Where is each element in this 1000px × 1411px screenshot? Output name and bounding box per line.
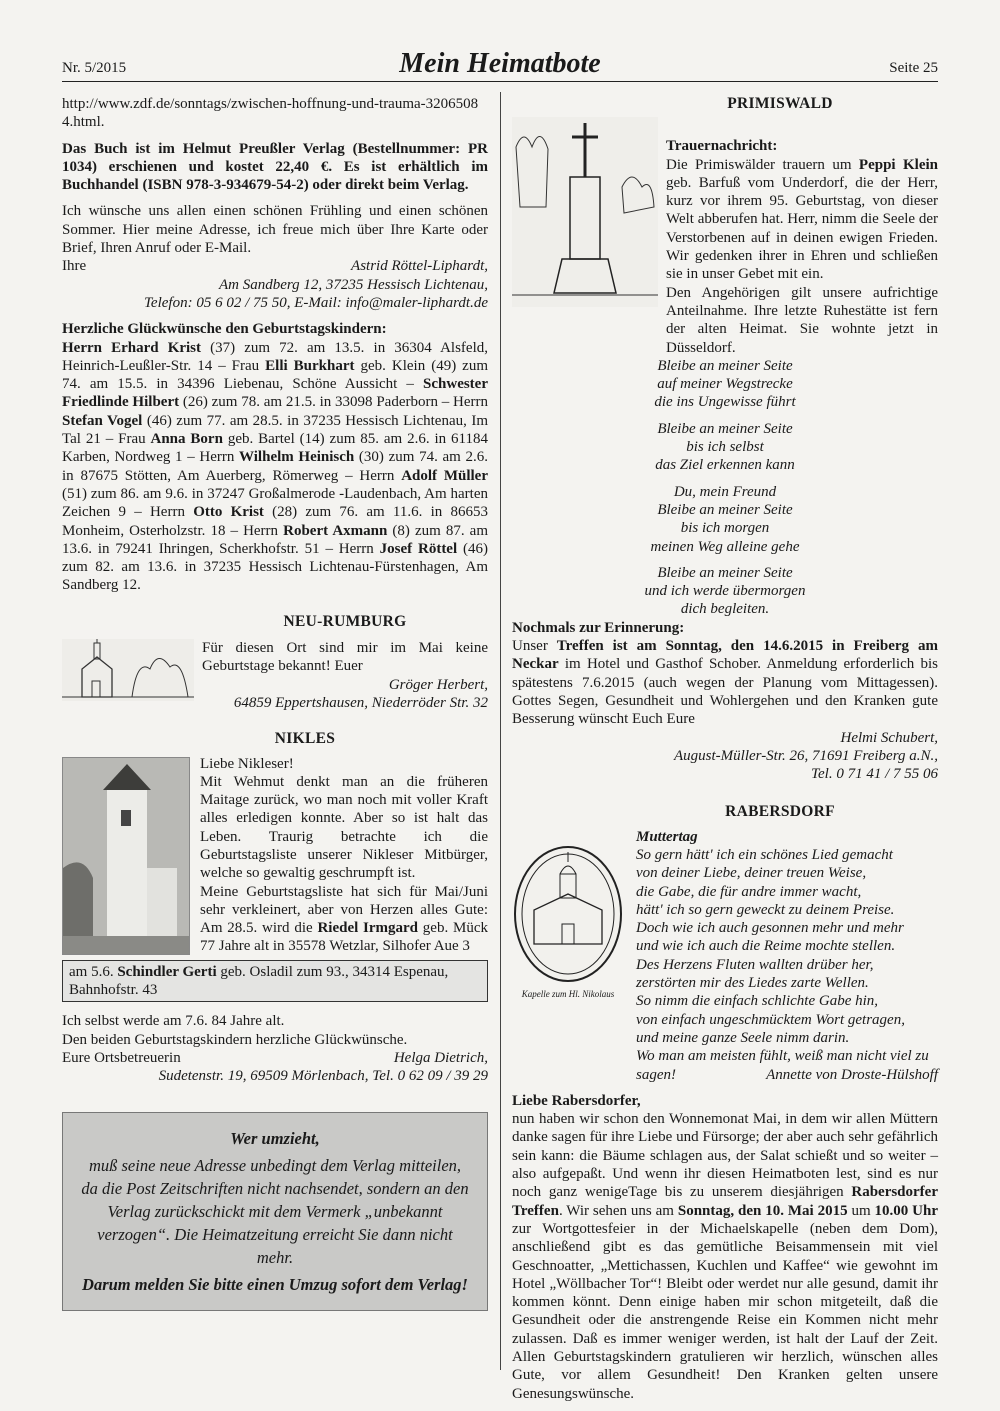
trauer-heading: Trauernachricht: — [666, 138, 778, 155]
masthead-title: Mein Heimatbote — [399, 48, 601, 79]
chapel-caption: Kapelle zum Hl. Nikolaus — [521, 988, 615, 999]
muttertag-line: von einfach ungeschmücktem Wort getragen, — [636, 1011, 905, 1028]
poem-stanza-3 — [512, 483, 938, 556]
rabersdorf-section — [512, 828, 938, 1084]
poem-line: Du, mein Freund — [673, 483, 777, 500]
poem-line: dich begleiten. — [680, 601, 770, 618]
primiswald-title: PRIMISWALD — [727, 95, 833, 112]
muttertag-line: und meine ganze Seele nimm darin. — [636, 1029, 850, 1046]
poem-line: Bleibe an meiner Seite — [657, 420, 793, 437]
issue-number: Nr. 5/2015 — [62, 60, 127, 76]
muttertag-line: hätt' ich so gern geweckt zu deinem Preise. — [636, 901, 895, 918]
muttertag-line: von deiner Liebe, deiner treuen Weise, — [636, 865, 867, 882]
neu-rumburg-image — [62, 613, 202, 712]
neu-rumburg-address: 64859 Eppertshausen, Niederröder Str. 32 — [233, 694, 488, 711]
poem-stanza-4 — [512, 564, 938, 619]
wish-text: Ich wünsche uns allen einen schönen Frühling und einen schönen Sommer. Hier meine Adresse, ich freue mich über Ihre Karte oder Brief, Ihren Anruf oder E-Mail. — [62, 203, 488, 257]
poem-line: Bleibe an meiner Seite — [657, 501, 793, 518]
reminder-sig-name: Helmi Schubert, — [840, 729, 938, 746]
nikles-church-photo — [62, 757, 190, 955]
poem-line: bis ich morgen — [680, 520, 770, 537]
muttertag-line: zerstörten mir des Liedes zarte Wellen. — [636, 975, 869, 992]
nikles-sig-label: Eure Ortsbetreuerin — [62, 1049, 181, 1066]
rabersdorf-text: nun haben wir schon den Wonnemonat Mai, in dem wir allen Müttern danke sagen für ihre Liebe und Fürsorge; der aber auch sehr gefährlich sein kann: die Bäume schlagen aus, der Salat schießt und so weiter – also aufgepaßt. Und wenn ihr diesen Heimatboten lest, sind es nur noch ganz wenigeTage bis zu unserem diesjährigen Rabersdorfer Treffen. Wir sehen uns am Sonntag, den 10. Mai 2015 um 10.00 Uhr zur Wortgottesfeier in der Michaelskapelle (neben dem Dom), anschließend gibt es das gemütliche Beisammensein mit viel Geschnoatter, „Mettichassen, Kuchlen und Kaffee“ wie gewohnt im Hotel „Wöllbacher Tor“! Bleibt oder werdet nur alle gesund, damit ihr kommen könnt. Denn einige haben mir schon mitgeteilt, daß die Gesundheit oder die anstrengende Reise ein Kommen nicht mehr zulassen. Daß es immer weniger werden, ist halt der Lauf der Zeit. Allen Geburtstagskindern gratulieren wir herzlich, wünschen alles Gute, vor allem Gesundheit! Den Kranken gelten unsere Genesungswünsche. — [512, 1111, 938, 1402]
muttertag-line: die Gabe, die für andre immer wacht, — [636, 883, 862, 900]
trauer-text: Die Primiswälder trauern um Peppi Klein geb. Barfuß vom Underdorf, die der Herr, kurz vor ihrem 95. Geburtstag, von dieser Welt abberufen hat. Herr, nimm die Seele der Verstorbenen auf in deinen ewigen Frieden. Wir gedenken ihrer in Ehren und schließen sie in unser Gebet mit ein. — [666, 156, 938, 283]
ihre-label: Ihre — [62, 258, 87, 275]
muttertag-line: So gern hätt' ich ein schönes Lied gemacht — [636, 846, 893, 863]
book-info: Das Buch ist im Helmut Preußler Verlag (Bestellnummer: PR 1034) erschienen und kostet 22,40 €. Es ist erhältlich im Buchhandel (ISBN 978-3-934679-54-2) oder direkt beim Verlag. — [62, 140, 488, 194]
primiswald-section — [512, 117, 938, 357]
muttertag-line: So nimm die einfach schlichte Gabe hin, — [636, 993, 879, 1010]
poem-line: die ins Ungewisse führt — [654, 394, 796, 411]
moving-notice-title: Wer umzieht, — [230, 1128, 320, 1148]
reminder-heading: Nochmals zur Erinnerung: — [512, 619, 685, 636]
nikles-greeting: Liebe Nikleser! — [200, 755, 294, 772]
reminder-sig-address: August-Müller-Str. 26, 71691 Freiberg a.N., — [674, 747, 938, 764]
nikles-birthdays: Meine Geburtstagsliste hat sich für Mai/Juni sehr verkleinert, aber von Herzen alles Gute: Am 28.5. wird die Riedel Irmgard geb. Mück 77 Jahre alt in 35578 Wetzlar, Silhofer Aue 3 — [200, 883, 488, 955]
poem-line: das Ziel erkennen kann — [655, 457, 795, 474]
primiswald-poem — [512, 357, 938, 619]
signature-name: Astrid Röttel-Liphardt, — [351, 258, 488, 275]
muttertag-line: Des Herzens Fluten wallten drüber her, — [636, 956, 874, 973]
reminder-sig-tel: Tel. 0 71 41 / 7 55 06 — [811, 766, 938, 783]
poem-line: auf meiner Wegstrecke — [657, 376, 793, 393]
poem-stanza-1 — [512, 357, 938, 412]
signature-row — [62, 257, 488, 275]
poem-stanza-2 — [512, 420, 938, 475]
signature-address: Am Sandberg 12, 37235 Hessisch Lichtenau, — [218, 276, 488, 293]
right-column — [512, 95, 938, 1403]
village-sketch-icon — [62, 639, 194, 701]
poem-line: und ich werde übermorgen — [644, 583, 806, 600]
muttertag-line: Wo man am meisten fühlt, weiß man nicht viel zu — [636, 1048, 929, 1065]
neu-rumburg-text: Für diesen Ort sind mir im Mai keine Geburtstage bekannt! Euer — [202, 640, 488, 675]
rabersdorf-title: RABERSDORF — [725, 803, 835, 821]
header-rule — [62, 81, 938, 82]
chapel-image — [512, 828, 628, 1084]
poem-line: bis ich selbst — [686, 439, 764, 456]
neu-rumburg-signature: Gröger Herbert, — [388, 676, 488, 693]
left-column — [62, 95, 488, 1311]
nikles-boxed-birthday: am 5.6. Schindler Gerti geb. Osladil zum 93., 34314 Espenau, Bahnhofstr. 43 — [62, 960, 488, 1003]
reminder-text: Unser Treffen ist am Sonntag, den 14.6.2015 in Freiberg am Neckar im Hotel und Gasthof Schober. Anmeldung erforderlich bis spätestens 7.6.2015 (auch wegen der Planung vom Mittagessen). Gottes Segen, Gesundheit und Wohlergehen und den Kranken gute Besserung wünscht Euch Eure — [512, 638, 938, 728]
nikles-section — [62, 755, 488, 956]
muttertag-author: Annette von Droste-Hülshoff — [766, 1066, 938, 1083]
church-tower-icon — [63, 758, 189, 954]
nikles-title: NIKLES — [274, 730, 336, 748]
nikles-self: Ich selbst werde am 7.6. 84 Jahre alt. — [62, 1013, 285, 1030]
rabersdorf-greeting: Liebe Rabersdorfer, — [512, 1092, 641, 1109]
poem-line: meinen Weg alleine gehe — [650, 538, 800, 555]
nikles-congrats: Den beiden Geburtstagskindern herzliche Glückwünsche. — [62, 1031, 408, 1048]
column-divider — [500, 92, 501, 1370]
birthday-heading: Herzliche Glückwünsche den Geburtstagskindern: — [62, 321, 387, 338]
neu-rumburg-title: NEU-RUMBURG — [283, 612, 407, 630]
moving-notice-text: muß seine neue Adresse unbedingt dem Verlag mitteilen, da die Post Zeitschriften nicht nachsendet, sondern an den Verlag zurückschickt mit dem Vermerk „unbekannt verzogen“. Die Heimatzeitung erreicht Sie dann nicht mehr. — [81, 1155, 469, 1267]
moving-notice-box — [62, 1112, 488, 1311]
nikles-text: Mit Wehmut denkt man an die früheren Maitage zurück, wo man noch mit voller Kraft alles erledigen konnte. Aber so ist halt das Leben. Traurig betrachte ich die Geburtstagsliste unserer Nikleser Mitbürger, welche so gewaltig geschrumpft ist. — [200, 773, 488, 882]
trauer-condolence: Den Angehörigen gilt unsere aufrichtige Anteilnahme. Ihre letzte Ruhestätte ist fern der alten Heimat. Sie wohnte jetzt in Düsseldorf. — [666, 284, 938, 356]
muttertag-line: Doch wie ich auch gesonnen mehr und mehr — [636, 920, 904, 937]
cross-image — [512, 117, 658, 357]
nikles-sig-name: Helga Dietrich, — [393, 1049, 488, 1066]
muttertag-line: und wie ich auch die Reime mochte stellen. — [636, 938, 896, 955]
article-url: http://www.zdf.de/sonntags/zwischen-hoffnung-und-trauma-32065084.html. — [62, 96, 479, 131]
moving-notice-bold: Darum melden Sie bitte einen Umzug sofort dem Verlag! — [82, 1274, 468, 1294]
nikles-sig-address: Sudetenstr. 19, 69509 Mörlenbach, Tel. 0 62 09 / 39 29 — [158, 1068, 488, 1085]
poem-line: Bleibe an meiner Seite — [657, 564, 793, 581]
wayside-cross-icon — [512, 117, 658, 307]
muttertag-line: sagen! — [636, 1066, 676, 1083]
muttertag-poem — [636, 846, 938, 1084]
neu-rumburg-section — [62, 613, 488, 712]
signature-contact: Telefon: 05 6 02 / 75 50, E-Mail: info@maler-liphardt.de — [143, 294, 488, 311]
birthday-list: Herrn Erhard Krist (37) zum 72. am 13.5. in 36304 Alsfeld, Heinrich-Leußler-Str. 14 – Frau Elli Burkhart geb. Klein (49) zum 74. am 15.5. in 34396 Liebenau, Schöne Aussicht – Schwester Friedlinde Hilbert (26) zum 78. am 21.5. in 33098 Paderborn – Herrn Stefan Vogel (46) zum 77. am 28.5. in 37235 Hessisch Lichtenau, Im Tal 21 – Frau Anna Born geb. Bartel (14) zum 85. am 2.6. in 61184 Karben, Nordweg 1 – Herrn Wilhelm Heinisch (30) zum 74. am 2.6. in 87675 Stötten, Am Auerberg, Römerweg – Herrn Adolf Müller (51) zum 86. am 9.6. in 37247 Großalmerode -Laudenbach, Am harten Zeichen 9 – Herrn Otto Krist (28) zum 76. am 11.6. in 86653 Monheim, Osterholzstr. 18 – Herrn Robert Axmann (8) zum 87. am 13.6. in 79241 Ihringen, Scherkhofstr. 51 – Herrn Josef Röttel (46) zum 82. am 13.6. in 37235 Hessisch Lichtenau-Fürstenhagen, Am Sandberg 12. — [62, 339, 488, 594]
page-number: Seite 25 — [889, 60, 938, 76]
poem-line: Bleibe an meiner Seite — [657, 357, 793, 374]
chapel-oval-icon — [512, 844, 624, 984]
muttertag-title: Muttertag — [636, 828, 698, 845]
